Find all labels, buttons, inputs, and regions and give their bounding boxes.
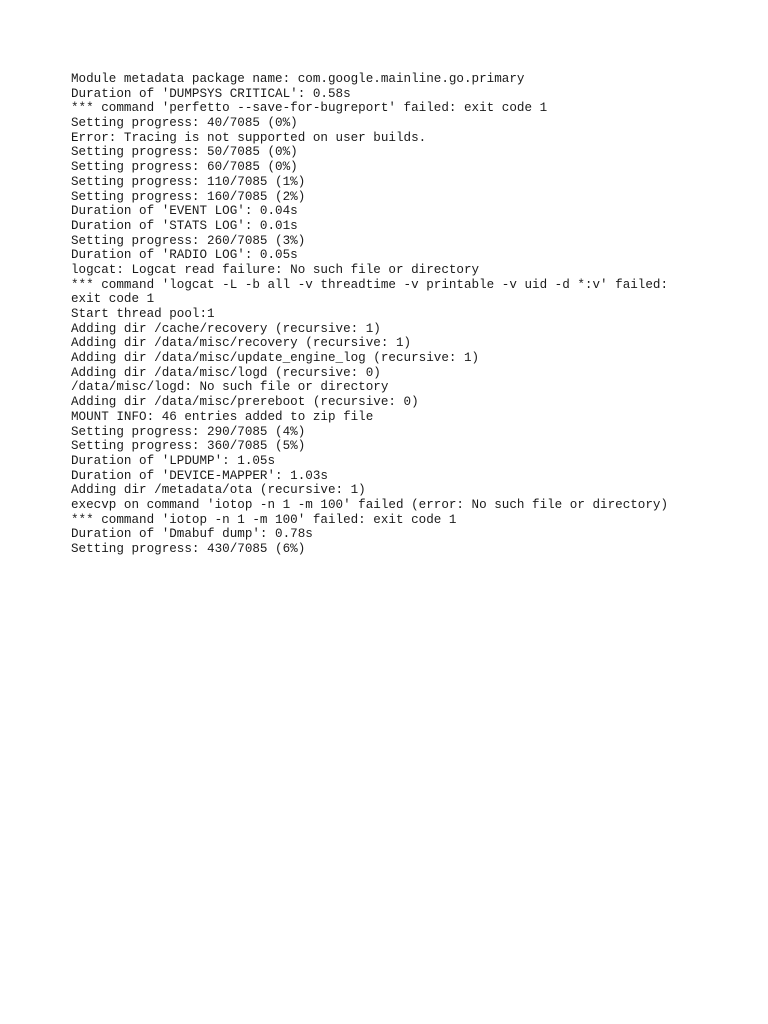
log-line: Start thread pool:1 [71,307,215,321]
log-line: Duration of 'LPDUMP': 1.05s [71,453,276,468]
log-line: MOUNT INFO: 46 entries added to zip file [71,409,374,424]
log-line: Duration of 'DUMPSYS CRITICAL': 0.58s [71,86,351,101]
log-line: Module metadata package name: com.google.mainline.go.primary [71,72,525,86]
log-line: *** command 'perfetto --save-for-bugreport' failed: exit code 1 [71,101,548,116]
log-line: Adding dir /data/misc/update_engine_log (recursive: 1) [71,351,480,366]
log-line: Adding dir /metadata/ota (recursive: 1) [71,483,366,498]
log-line: Setting progress: 40/7085 (0%) [71,116,298,131]
log-line: Setting progress: 260/7085 (3%) [71,233,306,248]
log-line: Adding dir /data/misc/logd (recursive: 0) [71,365,381,380]
log-line: Error: Tracing is not supported on user builds. [71,130,427,145]
log-line: Setting progress: 60/7085 (0%) [71,160,298,175]
log-line: Duration of 'EVENT LOG': 0.04s [71,204,298,219]
log-line: Setting progress: 290/7085 (4%) [71,424,306,439]
log-line: Setting progress: 110/7085 (1%) [71,174,306,189]
log-line: Duration of 'Dmabuf dump': 0.78s [71,527,313,542]
log-line: logcat: Logcat read failure: No such file or directory [71,262,480,277]
log-line: Adding dir /data/misc/recovery (recursive: 1) [71,336,412,351]
log-line: *** command 'iotop -n 1 -m 100' failed: exit code 1 [71,512,457,527]
log-line: execvp on command 'iotop -n 1 -m 100' failed (error: No such file or directory) [71,497,669,512]
log-line: Adding dir /data/misc/prereboot (recursive: 0) [71,395,419,410]
log-line: Setting progress: 430/7085 (6%) [71,542,306,556]
log-line: Setting progress: 160/7085 (2%) [71,189,306,204]
log-line: Setting progress: 360/7085 (5%) [71,439,306,454]
log-line: Duration of 'DEVICE-MAPPER': 1.03s [71,468,328,483]
log-line: Adding dir /cache/recovery (recursive: 1) [71,321,381,336]
log-line: *** command 'logcat -L -b all -v threadtime -v printable -v uid -d *:v' failed: [71,277,669,292]
log-line: Duration of 'STATS LOG': 0.01s [71,218,298,233]
log-line: Setting progress: 50/7085 (0%) [71,145,298,160]
log-line: Duration of 'RADIO LOG': 0.05s [71,248,298,263]
log-line: exit code 1 [71,292,155,307]
log-line: /data/misc/logd: No such file or directory [71,380,389,395]
log-output [71,72,711,557]
